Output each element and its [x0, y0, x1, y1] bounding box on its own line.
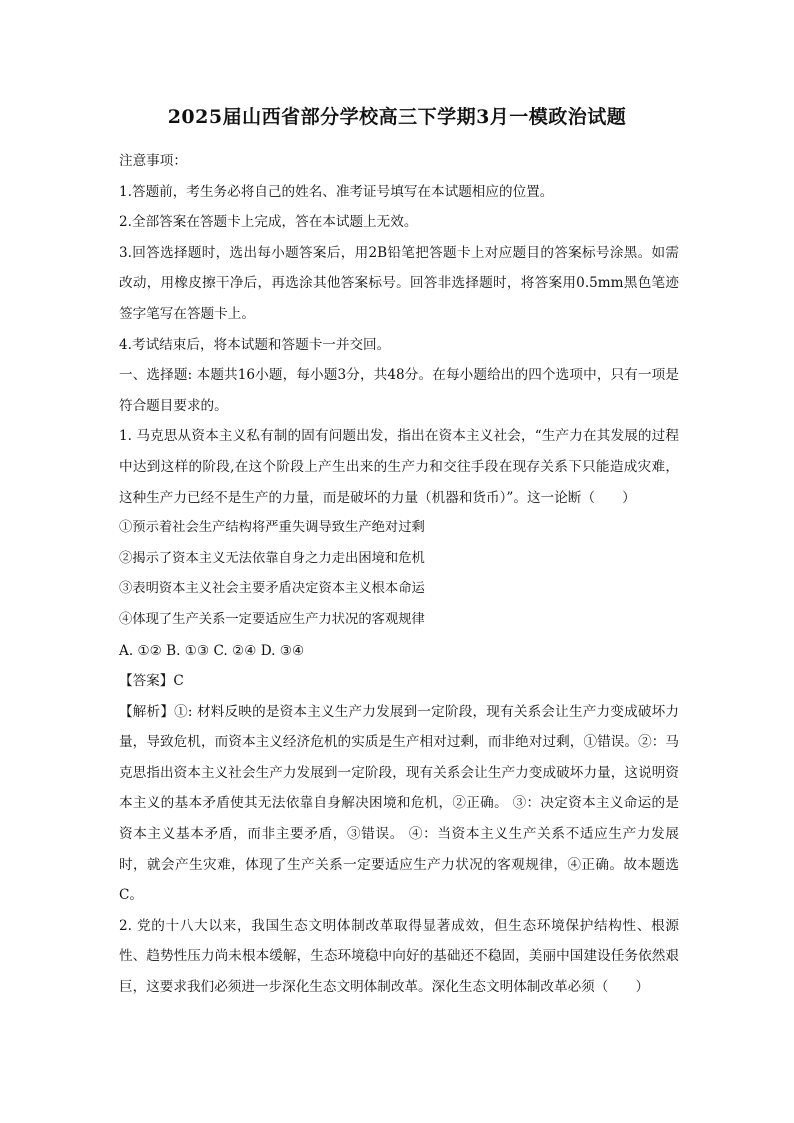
- question-1-statement-1: ①预示着社会生产结构将严重失调导致生产绝对过剩: [119, 520, 425, 536]
- notice-item-1: 1.答题前，考生务必将自己的姓名、准考证号填写在本试题相应的位置。: [119, 183, 554, 200]
- question-1-choices: A. ①② B. ①③ C. ②④ D. ③④: [119, 642, 305, 659]
- question-1-statement-4: ④体现了生产关系一定要适应生产力状况的客观规律: [119, 611, 425, 627]
- notice-item-2: 2.全部答案在答题卡上完成，答在本试题上无效。: [119, 214, 418, 231]
- section-heading: 一、选择题: 本题共16小题，每小题3分，共48分。在每小题给出的四个选项中，只有一项是符合题目要求的。: [119, 367, 679, 414]
- notice-item-3: 3.回答选择题时，选出每小题答案后，用2B铅笔把答题卡上对应题目的答案标号涂黑。如需改动，用橡皮擦干净后，再选涂其他答案标号。回答非选择题时，将答案用0.5mm黑色笔迹签字笔写在答题卡上。: [119, 244, 679, 322]
- document-title: 2025届山西省部分学校高三下学期3月一模政治试题: [167, 106, 627, 128]
- notice-item-4: 4.考试结束后，将本试题和答题卡一并交回。: [119, 336, 391, 353]
- question-1-statement-3: ③表明资本主义社会主要矛盾决定资本主义根本命运: [119, 581, 425, 597]
- question-1-answer: 【答案】C: [119, 673, 184, 690]
- question-1-analysis: 【解析】①: 材料反映的是资本主义生产力发展到一定阶段，现有关系会让生产力变成破坏力量，导致危机，而资本主义经济危机的实质是生产相对过剩，而非绝对过剩，①错误。②：马克思指出资本主义社会生产力发展到一定阶段，现有关系会让生产力变成破坏力量，这说明资本主义的基本矛盾使其无法依靠自身解决困境和危机，②正确。 ③：决定资本主义命运的是资本主义基本矛盾，而非主要矛盾，③错误。 ④：当资本主义生产关系不适应生产力发展时，就会产生灾难，体现了生产关系一定要适应生产力状况的客观规律，④正确。故本题选C。: [119, 703, 679, 904]
- document-body: [119, 146, 679, 1003]
- question-2-stem: 2. 党的十八大以来，我国生态文明体制改革取得显著成效，但生态环境保护结构性、根源性、趋势性压力尚未根本缓解，生态环境稳中向好的基础还不稳固，美丽中国建设任务依然艰巨，这要求我们必须进一步深化生态文明体制改革。深化生态文明体制改革必须（ ）: [119, 917, 679, 996]
- question-1-statement-2: ②揭示了资本主义无法依靠自身之力走出困境和危机: [119, 550, 425, 566]
- notice-heading: 注意事项：: [119, 153, 187, 169]
- question-1-stem: 1. 马克思从资本主义私有制的固有问题出发，指出在资本主义社会，“生产力在其发展的过程中达到这样的阶段,在这个阶段上产生出来的生产力和交往手段在现存关系下只能造成灾难，这种生产力已经不是生产的力量，而是破坏的力量（机器和货币）”。这一论断（ ）: [119, 428, 679, 506]
